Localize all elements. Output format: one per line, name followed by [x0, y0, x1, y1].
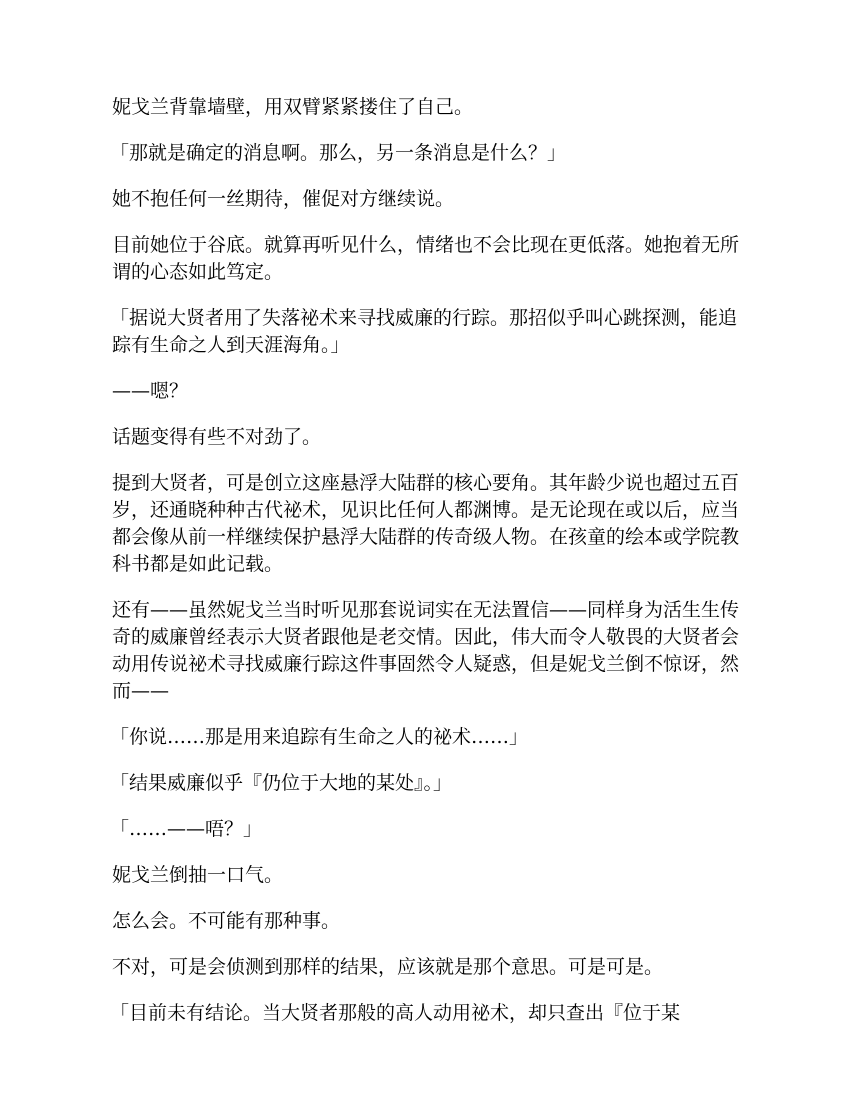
paragraph-7: 话题变得有些不对劲了。 — [112, 426, 322, 448]
paragraph-1: 妮戈兰背靠墙壁，用双臂紧紧搂住了自己。 — [112, 96, 474, 118]
paragraph-4: 目前她位于谷底。就算再听见什么，情绪也不会比现在更低落。她抱着无所谓的心态如此笃定。 — [112, 234, 740, 283]
paragraph-2: 「那就是确定的消息啊。那么，另一条消息是什么？」 — [110, 142, 567, 164]
paragraph-10: 「你说……那是用来追踪有生命之人的祕术……」 — [110, 726, 529, 748]
paragraph-12: 「……——唔？」 — [110, 818, 263, 840]
paragraph-15: 不对，可是会侦测到那样的结果，应该就是那个意思。可是可是。 — [112, 956, 664, 978]
paragraph-13: 妮戈兰倒抽一口气。 — [112, 864, 284, 886]
paragraph-9: 还有——虽然妮戈兰当时听见那套说词实在无法置信——同样身为活生生传奇的威廉曾经表示大贤者跟他是老交情。因此，伟大而令人敬畏的大贤者会动用传说祕术寻找威廉行踪这件事固然令人疑惑，但是妮戈兰倒不惊讶，然而—— — [112, 599, 740, 702]
paragraph-3: 她不抱任何一丝期待，催促对方继续说。 — [112, 188, 455, 210]
paragraph-11: 「结果威廉似乎『仍位于大地的某处』。」 — [110, 772, 453, 794]
paragraph-6: ——嗯？ — [112, 380, 189, 402]
paragraph-14: 怎么会。不可能有那种事。 — [112, 910, 341, 932]
paragraph-8: 提到大贤者，可是创立这座悬浮大陆群的核心要角。其年龄少说也超过五百岁，还通晓种种古代祕术，见识比任何人都渊博。是无论现在或以后，应当都会像从前一样继续保护悬浮大陆群的传奇级人物。在孩童的绘本或学院教科书都是如此记载。 — [112, 472, 740, 575]
paragraph-5: 「据说大贤者用了失落祕术来寻找威廉的行踪。那招似乎叫心跳探测，能追踪有生命之人到天涯海角。」 — [110, 307, 738, 356]
paragraph-16: 「目前未有结论。当大贤者那般的高人动用祕术，却只查出『位于某 — [110, 1002, 681, 1024]
